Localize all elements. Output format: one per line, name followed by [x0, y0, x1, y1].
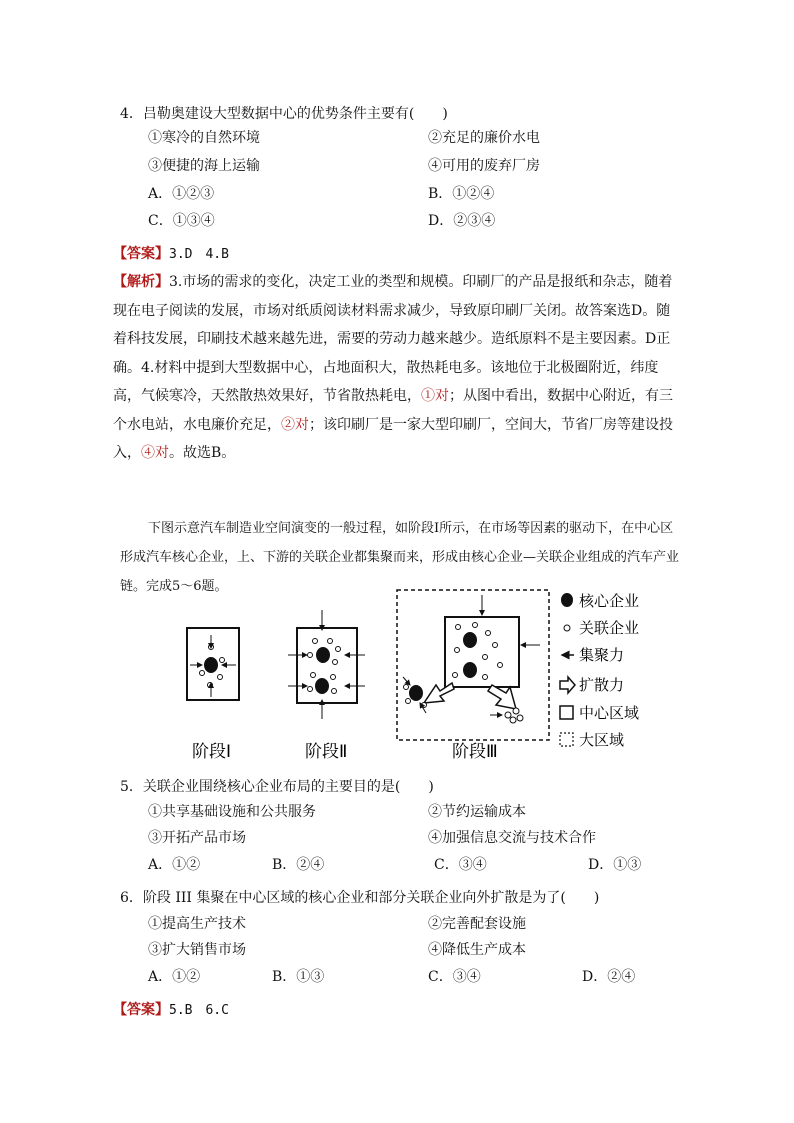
- legend-related-label: 关联企业: [579, 619, 640, 637]
- analysis-mark-1: ①对: [421, 388, 449, 404]
- analysis-tag: 【解析】: [113, 274, 169, 290]
- q5-item-3: ③开拓产品市场: [148, 830, 246, 846]
- q4-item-3: ③便捷的海上运输: [148, 158, 260, 174]
- q6-item-3: ③扩大销售市场: [148, 942, 246, 958]
- answer-1: [113, 243, 229, 263]
- q5-item-2: ②节约运输成本: [428, 804, 526, 820]
- legend-agglomeration-label: 集聚力: [579, 646, 625, 664]
- q4-item-2: ②充足的廉价水电: [428, 130, 540, 146]
- q4-item-4: ④可用的废弃厂房: [428, 158, 540, 174]
- answer2-tag: 【答案】: [113, 1002, 169, 1018]
- q5-choice-b: B．②④: [272, 857, 325, 873]
- legend-center-label: 中心区域: [579, 704, 640, 722]
- q5-stem: 5．关联企业围绕核心企业布局的主要目的是( ): [120, 779, 434, 795]
- q4-choice-d: D．②③④: [428, 213, 496, 229]
- q6-choice-a: A．①②: [148, 969, 201, 985]
- q4-choice-c: C．①③④: [148, 213, 215, 229]
- q6-choice-d: D．②④: [582, 969, 636, 985]
- q6-item-4: ④降低生产成本: [428, 942, 526, 958]
- q4-choice-b: B．①②④: [428, 186, 495, 202]
- analysis-text-1: 3.市场的需求的变化，决定工业的类型和规模。印刷厂的产品是报纸和杂志，随着现在电子阅读的发展，市场对纸质阅读材料需求减少，导致原印刷厂关闭。故答案选D。随着科技发展，印刷技术越来越先进，需要的劳动力越来越少。造纸原料不是主要因素。D正确。4.材料中提到大型数据中心，占地面积大，散热耗电多。该地位于北极圈附近，纬度高，气候寒冷，天然散热效果好，节省散热耗电，: [113, 274, 673, 404]
- q6-choice-c: C．③④: [428, 969, 481, 985]
- answer-text: 3.D 4.B: [169, 247, 229, 262]
- stage-label-3: 阶段Ⅲ: [452, 742, 498, 762]
- analysis-mark-2: ②对: [281, 416, 309, 433]
- analysis-text-2: ；从图中看出，数据中心附近，有三个水电站，水电廉价充足，: [113, 388, 673, 433]
- legend-core-symbol: [561, 593, 573, 607]
- intro-paragraph: 下图示意汽车制造业空间演变的一般过程，如阶段Ⅰ所示，在市场等因素的驱动下，在中心区形成汽车核心企业，上、下游的关联企业都集聚而来，形成由核心企业—关联企业组成的汽车产业链。完成5～6题。: [120, 521, 680, 594]
- q6-stem: 6．阶段 III 集聚在中心区域的核心企业和部分关联企业向外扩散是为了( ): [120, 890, 600, 906]
- legend-center-symbol: [560, 706, 573, 719]
- q4-stem: 4．吕勒奥建设大型数据中心的优势条件主要有( ): [120, 106, 448, 122]
- analysis-paragraph: [113, 268, 683, 468]
- answer2-text: 5.B 6.C: [169, 1003, 229, 1018]
- analysis-text-3: ；该印刷厂是一家大型印刷厂，空间大，节省厂房等建设投入，: [113, 416, 673, 461]
- analysis-mark-3: ④对: [141, 445, 169, 461]
- q4-item-1: ①寒冷的自然环境: [148, 130, 260, 146]
- q5-choice-d: D．①③: [588, 857, 642, 873]
- legend: [560, 592, 639, 749]
- q5-choice-c: C．③④: [434, 857, 487, 873]
- analysis-text-4: 。故选B。: [169, 445, 236, 461]
- legend-region-label: 大区域: [579, 731, 625, 749]
- stage-3-diagram: [397, 590, 549, 740]
- q5-item-4: ④加强信息交流与技术合作: [428, 830, 596, 846]
- stage-2-diagram: [288, 610, 365, 719]
- q6-choice-b: B．①③: [272, 969, 325, 985]
- q5-item-1: ①共享基础设施和公共服务: [148, 804, 316, 820]
- stage-label-2: 阶段Ⅱ: [305, 742, 348, 762]
- legend-region-symbol: [560, 733, 573, 746]
- legend-related-symbol: [564, 625, 570, 631]
- q6-item-2: ②完善配套设施: [428, 916, 526, 932]
- legend-diffusion-symbol: [560, 677, 575, 693]
- q4-choice-a: A．①②③: [148, 186, 215, 202]
- industry-evolution-figure: [170, 585, 670, 770]
- stage-1-diagram: [187, 628, 239, 700]
- q5-choice-a: A．①②: [148, 857, 201, 873]
- answer-2: [113, 999, 229, 1019]
- q6-item-1: ①提高生产技术: [148, 916, 246, 932]
- legend-core-label: 核心企业: [579, 592, 640, 610]
- answer-tag: 【答案】: [113, 246, 169, 262]
- stage-label-1: 阶段Ⅰ: [192, 742, 232, 762]
- legend-diffusion-label: 扩散力: [579, 676, 625, 694]
